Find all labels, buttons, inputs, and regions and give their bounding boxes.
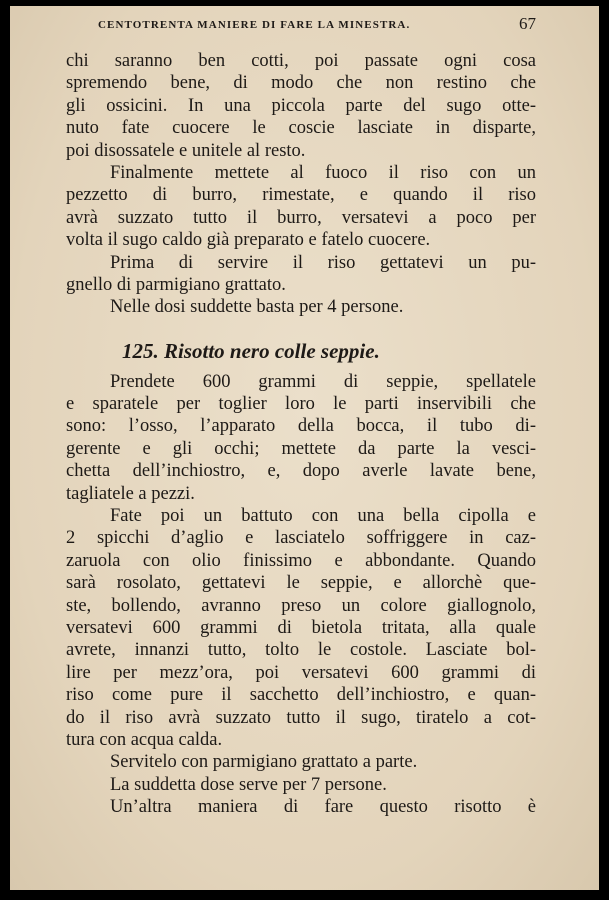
text-line: Prima di servire il riso gettatevi un pu-	[110, 252, 536, 273]
text-line: nuto fate cuocere le coscie lasciate in disparte,	[66, 118, 536, 139]
text-line: gli ossicini. In una piccola parte del sugo otte-	[66, 95, 536, 116]
text-line: tura con acqua calda.	[66, 729, 223, 750]
text-line: Fate poi un battuto con una bella cipolla e	[110, 506, 536, 527]
recipe-body	[66, 371, 536, 819]
text-line: 2 spicchi d’aglio e lasciatelo soffriggere in caz-	[66, 528, 536, 549]
text-line: gnello di parmigiano grattato.	[66, 274, 286, 295]
running-head	[10, 14, 599, 36]
text-line: do il riso avrà suzzato tutto il sugo, tiratelo a cot-	[66, 707, 536, 728]
text-line: La suddetta dose serve per 7 persone.	[110, 774, 387, 795]
text-line: chetta dell’inchiostro, e, dopo averle lavate bene,	[66, 461, 536, 482]
body-text	[66, 50, 536, 819]
text-line: Prendete 600 grammi di seppie, spellatele	[110, 371, 536, 392]
text-line: Finalmente mettete al fuoco il riso con un	[110, 162, 536, 183]
text-line: lire per mezz’ora, poi versatevi 600 grammi di	[66, 662, 536, 683]
section-gap	[66, 319, 536, 337]
text-line: Un’altra maniera di fare questo risotto è	[110, 797, 536, 818]
continued-recipe-text	[66, 50, 536, 319]
text-line: poi disossatele e unitele al resto.	[66, 140, 306, 161]
text-line: versatevi 600 grammi di bietola tritata, alla quale	[66, 617, 536, 638]
text-line: Nelle dosi suddette basta per 4 persone.	[110, 297, 404, 318]
text-line: spremendo bene, di modo che non restino che	[66, 73, 536, 94]
running-head-title: CENTOTRENTA MANIERE DI FARE LA MINESTRA.	[98, 19, 411, 31]
text-line: zaruola con olio finissimo e abbondante. Quando	[66, 550, 536, 571]
page-number: 67	[519, 14, 536, 33]
text-line: sarà rosolato, gettatevi le seppie, e allorchè que-	[66, 573, 536, 594]
text-line: e sparatele per toglier loro le parti inservibili che	[66, 394, 536, 415]
recipe-heading: 125. Risotto nero colle seppie.	[122, 338, 380, 363]
text-line: pezzetto di burro, rimestate, e quando il riso	[66, 185, 536, 206]
book-page	[10, 6, 599, 890]
text-line: riso come pure il sacchetto dell’inchiostro, e quan-	[66, 685, 536, 706]
text-line: avrà suzzato tutto il burro, versatevi a poco per	[66, 207, 536, 228]
text-line: sono: l’osso, l’apparato della bocca, il tubo di-	[66, 416, 536, 437]
text-line: chi saranno ben cotti, poi passate ogni cosa	[66, 51, 536, 71]
text-line: Servitelo con parmigiano grattato a parte.	[110, 752, 418, 773]
text-line: tagliatele a pezzi.	[66, 483, 195, 504]
text-line: gerente e gli occhi; mettete da parte la vesci-	[66, 438, 536, 459]
text-line: volta il sugo caldo già preparato e fatelo cuocere.	[66, 230, 431, 251]
text-line: ste, bollendo, avranno preso un colore giallognolo,	[66, 595, 536, 616]
text-line: avrete, innanzi tutto, tolto le costole. Lasciate bol-	[66, 640, 536, 661]
